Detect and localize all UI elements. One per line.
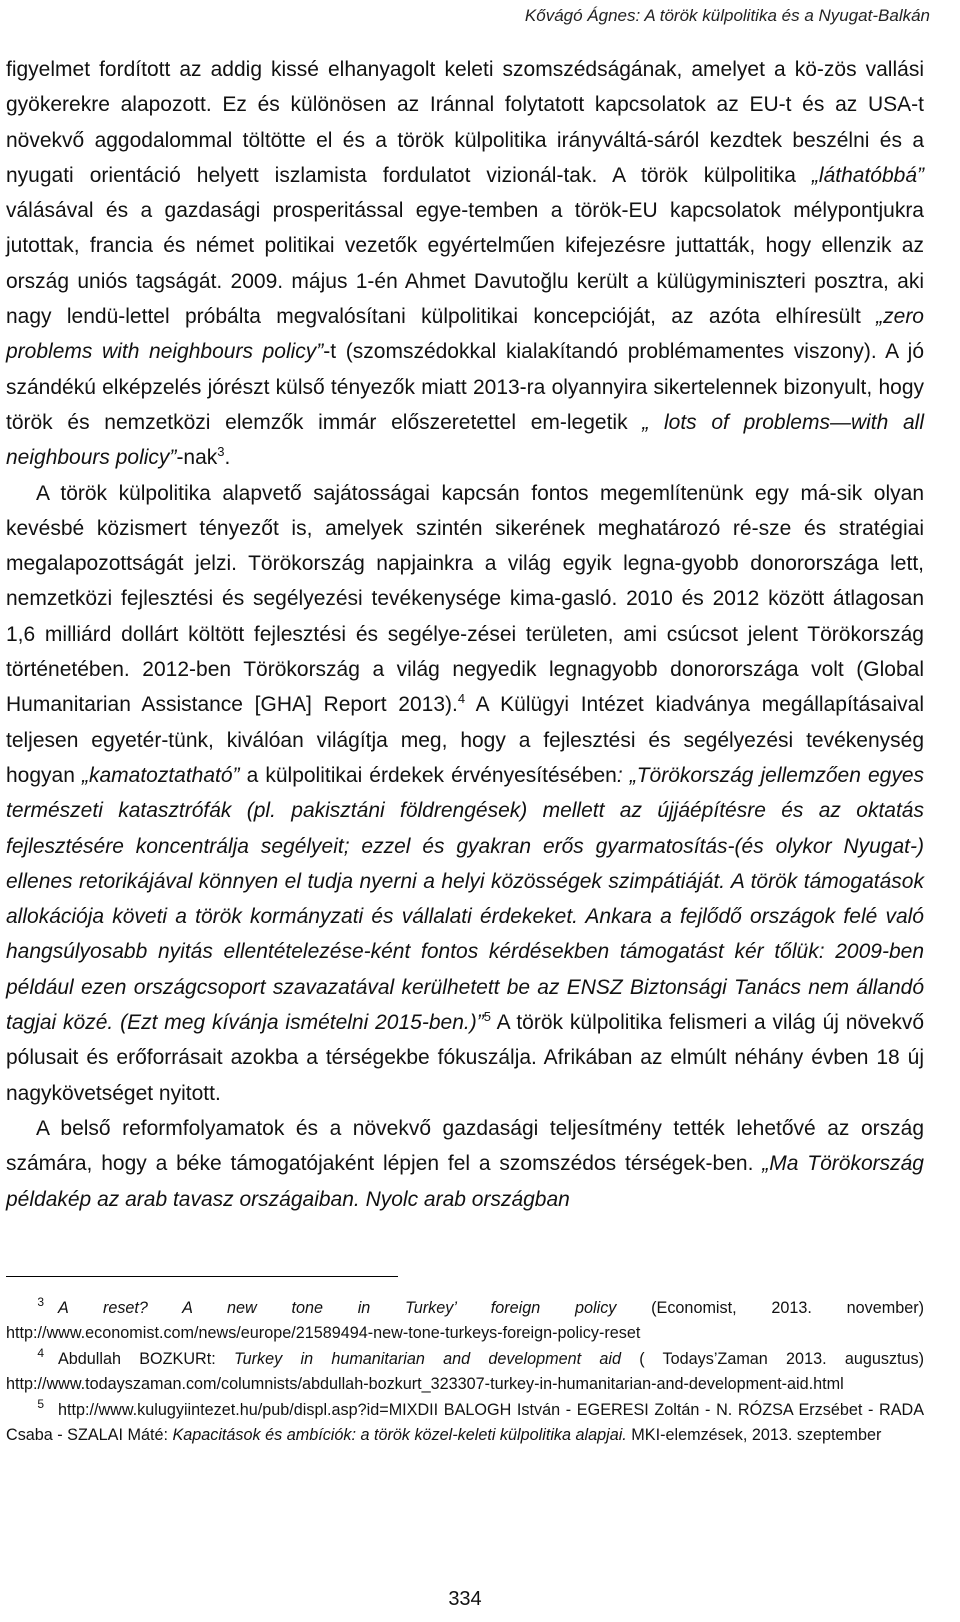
footnote-link[interactable]: (Economist, 2013. november) http://www.economist.com/news/europe/21589494-new-tone-turkeys-foreign-policy-reset	[6, 1299, 924, 1342]
italic-run: „kamatoztatható”	[81, 763, 240, 787]
text-run: -nak	[176, 446, 218, 470]
paragraph-1	[6, 52, 924, 476]
footnote-link[interactable]: http://www.kulugyiintezet.hu/pub/displ.asp?id=MIXDII BALOGH István - EGERESI Zoltán - N. RÓZSA Erzsébet - RADA Csaba - SZALAI Máté:	[6, 1401, 924, 1444]
footnote-title: Turkey in humanitarian and development aid	[233, 1350, 621, 1368]
text-run: A Külügyi Intézet kiadványa megállapításaival teljesen egyetér-tünk, kiválóan világítja meg, hogy a fejlesztési és segélyezési tevékenység hogyan	[6, 693, 924, 787]
text-run: -t (szomszédokkal kialakítandó problémamentes viszony). A jó szándékú elképzelés jórészt külső tényezők miatt 2013-ra olyannyira sikertelennek bizonyult, hogy török és nemzetközi elemzők immár előszeretettel em-legetik	[6, 340, 925, 434]
italic-quote: : „Törökország jellemzően egyes természeti katasztrófák (pl. pakisztáni földrengések) mellett az újjáépítésre és az oktatás fejlesztésére koncentrálja segélyeit; ezzel és gyakran erős gyarmatosítás-(és olykor Nyugat-) ellenes retorikájával könnyen el tudja nyerni a helyi közösségek szimpátiáját. A török támogatások allokációja követi a török kormányzati és vállalati érdekeket. Ankara a fejlődő országok felé való hangsúlyosabb nyitás ellentételezése-ként fontos kérdésekben támogatást kér tőlük: 2009-ben például ezen országcsoport szavazatával kerülhetett be az ENSZ Biztonsági Tanács nem állandó tagjai közé. (Ezt meg kívánja ismételni 2015-ben.)”	[6, 763, 924, 1035]
italic-run: „zero problems with neighbours policy”	[6, 305, 924, 364]
paragraph-2	[6, 476, 924, 1111]
footnote-ref-3[interactable]: 3	[217, 444, 225, 460]
footnote-4: 4 Abdullah BOZKURt: Turkey in humanitarian and development aid ( Todays’Zaman 2013. augusztus) http://www.todayszaman.com/columnists/abdullah-bozkurt_323307-turkey-in-humanitarian-and-development-aid.html	[6, 1346, 924, 1393]
italic-run: „láthatóbbá”	[811, 163, 924, 187]
footnote-link[interactable]: ( Todays’Zaman 2013. augusztus) http://www.todayszaman.com/columnists/abdullah-bozkurt_323307-turkey-in-humanitarian-and-development-aid.html	[6, 1350, 924, 1393]
footnote-author: Abdullah BOZKURt:	[58, 1350, 234, 1368]
footnote-ref-5[interactable]: 5	[483, 1009, 491, 1025]
footnotes	[6, 1296, 924, 1449]
footnote-3: 3 A reset? A new tone in Turkey’ foreign policy (Economist, 2013. november) http://www.economist.com/news/europe/21589494-new-tone-turkeys-foreign-policy-reset	[6, 1295, 924, 1342]
footnote-title: A reset? A new tone in Turkey’ foreign policy	[58, 1299, 617, 1317]
page-number: 334	[448, 1588, 482, 1610]
footnote-text: MKI-elemzések, 2013. szeptember	[626, 1425, 882, 1444]
italic-run: „ lots of problems—with all neighbours policy”	[6, 410, 924, 470]
footnote-title: Kapacitások és ambíciók: a török közel-keleti külpolitika alapjai.	[172, 1425, 627, 1444]
text-run: A török külpolitika felismeri a világ új növekvő pólusait és erőforrásait azokba a térségekbe fókuszálja. Afrikában az elmúlt néhány évben 18 új nagykövetséget nyitott.	[6, 1011, 924, 1105]
text-run: figyelmet fordított az addig kissé elhanyagolt keleti szomszédságának, amelyet a kö-zös vallási gyökerekre alapozott. Ez és különösen az Iránnal folytatott kapcsolatok az EU-t és az USA-t növekvő aggodalommal töltötte el és a török külpolitika irányváltá-sáról kezdtek beszélni és a nyugati orientáció helyett iszlamista fordulatot vizionál-tak. A török külpolitika	[6, 58, 924, 187]
text-run: válásával és a gazdasági prosperitással egye-temben a török-EU kapcsolatok mélypontjukra jutottak, francia és német politikai vezetők egyértelműen kifejezésre juttatták, hogy ellenzik az ország uniós tagságát. 2009. május 1-én Ahmet Davutoğlu került a külügyminiszteri posztra, aki nagy lendü-lettel próbálta megvalósítani külpolitikai koncepcióját, az azóta elhíresült	[6, 199, 924, 329]
italic-run: „Ma Törökország példakép az arab tavasz országaiban. Nyolc arab országban	[6, 1152, 924, 1211]
main-text	[6, 52, 924, 1217]
text-run: A török külpolitika alapvető sajátosságai kapcsán fontos megemlítenünk egy má-sik olyan kevésbé közismert tényezőt is, amelyek szintén sikerének meghatározó ré-sze és stratégiai megalapozottságát jelzi. Törökország napjainkra a világ egyik legna-gyobb donorországa lett, nemzetközi fejlesztési és segélyezési tevékenysége kima-gasló. 2010 és 2012 között átlagosan 1,6 milliárd dollárt költött fejlesztési és segélye-zései területen, ami csúcsot jelent Törökország történetében. 2012-ben Törökország a világ negyedik legnagyobb donorországa volt (Global Humanitarian Assistance [GHA] Report 2013).	[6, 481, 924, 717]
running-header: Kővágó Ágnes: A török külpolitika és a Nyugat-Balkán	[524, 6, 930, 25]
text-run: .	[224, 446, 231, 470]
footnote-5: 5 http://www.kulugyiintezet.hu/pub/displ.asp?id=MIXDII BALOGH István - EGERESI Zoltán - N. RÓZSA Erzsébet - RADA Csaba - SZALAI Máté: Kapacitások és ambíciók: a török közel-keleti külpolitika alapjai. MKI-elemzések, 2013. szeptember	[6, 1397, 924, 1444]
paragraph-3	[6, 1111, 924, 1217]
text-run: a külpolitikai érdekek érvényesítésében	[239, 763, 617, 787]
text-run: A belső reformfolyamatok és a növekvő gazdasági teljesítmény tették lehetővé az ország számára, hogy a béke támogatójaként lépjen fel a szomszédos térségek-ben.	[6, 1116, 924, 1176]
footnote-separator	[6, 1276, 398, 1277]
footnote-ref-4[interactable]: 4	[457, 691, 466, 707]
